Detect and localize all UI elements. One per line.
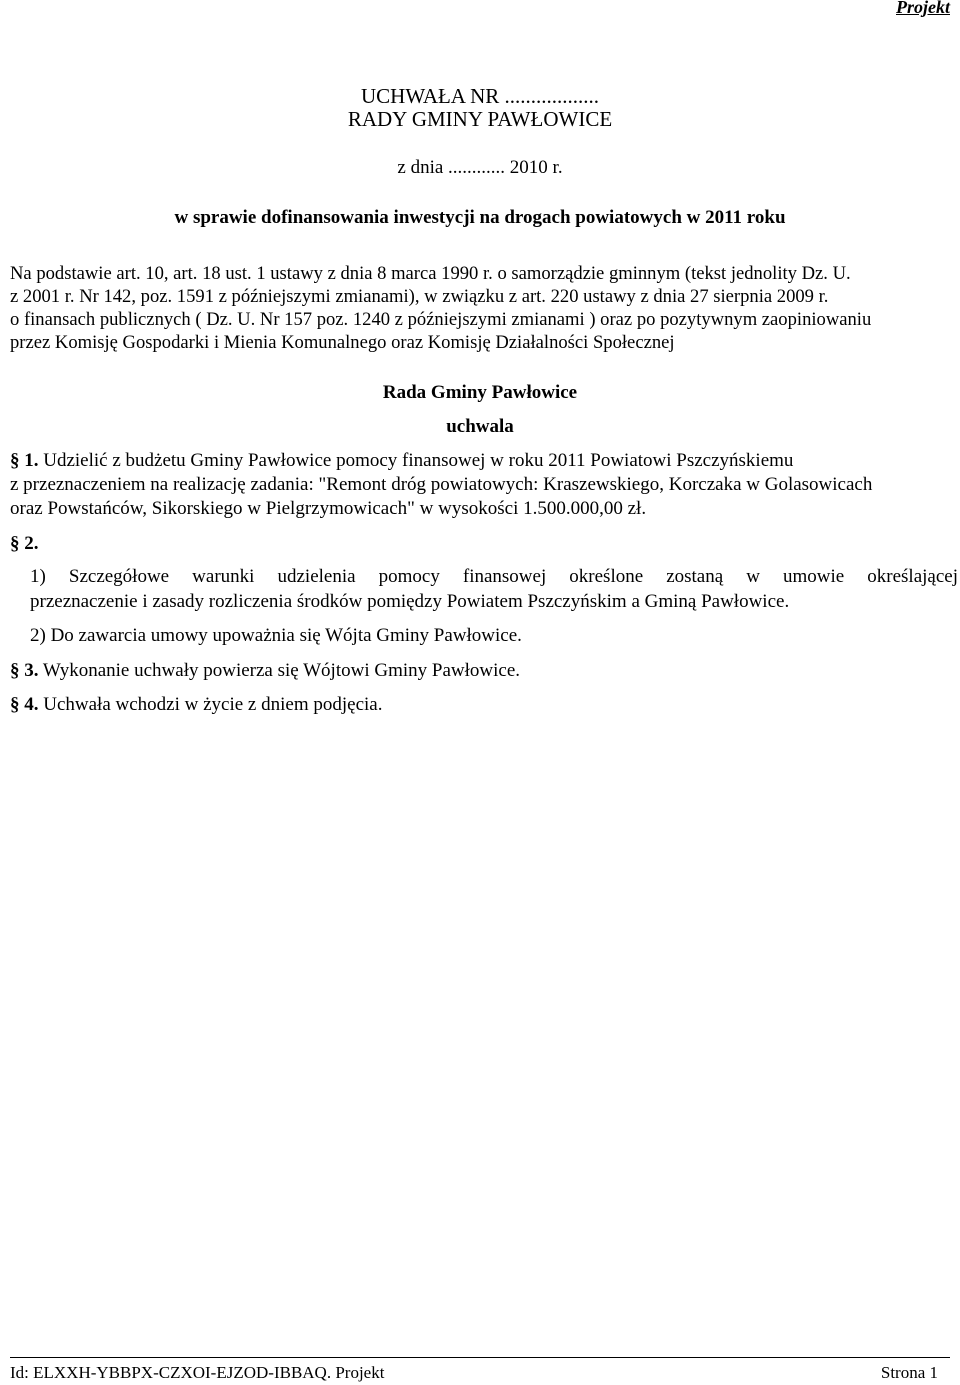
- resolution-subject: w sprawie dofinansowania inwestycji na drogach powiatowych w 2011 roku: [174, 207, 786, 228]
- section-4-line: [10, 693, 382, 717]
- council-name: Rada Gminy Pawłowice: [382, 382, 578, 403]
- section-2-point-1-line-2: przeznaczenie i zasady rozliczenia środków pomiędzy Powiatem Pszczyńskim a Gminą Pawłowice.: [30, 591, 790, 612]
- draft-label: Projekt: [896, 0, 950, 17]
- section-3-text: Wykonanie uchwały powierza się Wójtowi Gminy Pawłowice.: [42, 660, 520, 681]
- section-2-point-2: 2) Do zawarcia umowy upoważnia się Wójta Gminy Pawłowice.: [30, 625, 522, 646]
- section-3-line: [10, 659, 520, 683]
- section-1-line-1: [10, 449, 793, 473]
- resolution-number: UCHWAŁA NR ..................: [360, 84, 599, 108]
- page-number: Strona 1: [880, 1363, 938, 1382]
- document-id: Id: ELXXH-YBBPX-CZXOI-EJZOD-IBBAQ. Projekt: [10, 1363, 385, 1382]
- section-2-mark: § 2.: [10, 533, 39, 554]
- section-1-text-1: Udzielić z budżetu Gminy Pawłowice pomocy finansowej w roku 2011 Powiatowi Pszczyńskiemu: [43, 450, 794, 471]
- section-1-line-2: z przeznaczeniem na realizację zadania: "Remont dróg powiatowych: Kraszewskiego, Korczaka w Golasowicach: [10, 474, 873, 495]
- section-4-mark: § 4.: [10, 694, 39, 715]
- preamble-line-4: przez Komisję Gospodarki i Mienia Komunalnego oraz Komisję Działalności Społecznej: [10, 332, 675, 353]
- resolution-date: z dnia ............ 2010 r.: [397, 157, 563, 178]
- preamble-line-1: Na podstawie art. 10, art. 18 ust. 1 ustawy z dnia 8 marca 1990 r. o samorządzie gminnym (tekst jednolity Dz. U.: [10, 263, 851, 284]
- footer-divider: [10, 1357, 950, 1358]
- section-3-mark: § 3.: [10, 660, 39, 681]
- resolves-heading: uchwala: [446, 416, 514, 437]
- section-4-text: Uchwała wchodzi w życie z dniem podjęcia.: [43, 694, 383, 715]
- preamble-line-3: o finansach publicznych ( Dz. U. Nr 157 poz. 1240 z późniejszymi zmianami ) oraz po pozytywnym zaopiniowaniu: [10, 309, 872, 330]
- section-2-point-1-line-1: 1) Szczegółowe warunki udzielenia pomocy finansowej określone zostaną w umowie określającej: [30, 566, 958, 587]
- issuing-council: RADY GMINY PAWŁOWICE: [347, 107, 613, 131]
- section-1-mark: § 1.: [10, 450, 39, 471]
- section-1-line-3: oraz Powstańców, Sikorskiego w Pielgrzymowicach" w wysokości 1.500.000,00 zł.: [10, 498, 647, 519]
- preamble-line-2: z 2001 r. Nr 142, poz. 1591 z późniejszymi zmianami), w związku z art. 220 ustawy z dnia 27 sierpnia 2009 r.: [10, 286, 829, 307]
